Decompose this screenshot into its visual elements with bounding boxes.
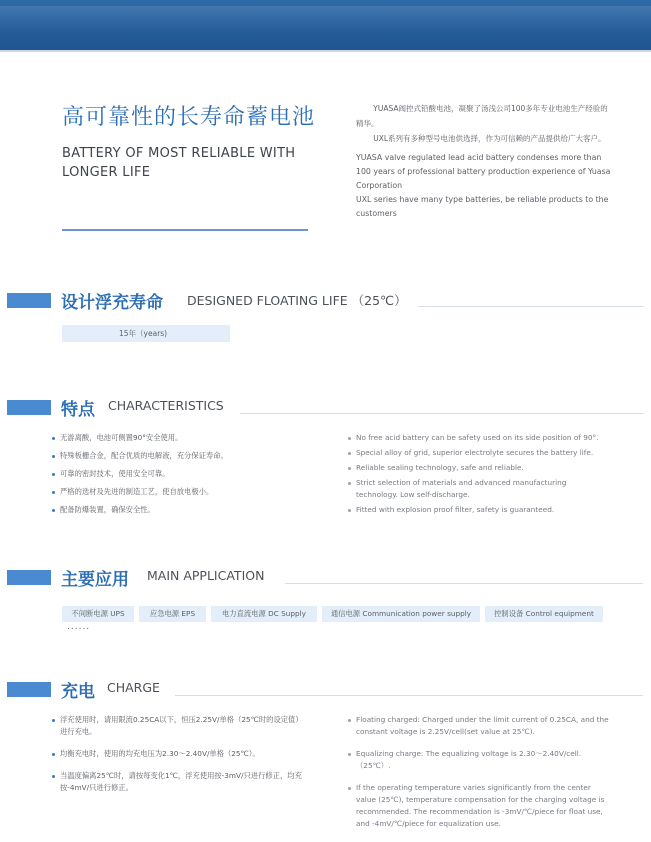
charge-list-en	[348, 714, 610, 840]
characteristic-item-cn: 特殊板栅合金，配合优质的电解液，充分保证寿命。	[52, 450, 322, 462]
section-rule	[418, 306, 643, 307]
section-rule	[175, 695, 643, 696]
section-floating-life	[0, 290, 651, 314]
characteristics-list-en	[348, 432, 610, 519]
characteristic-item-cn: 配备防爆装置，确保安全性。	[52, 504, 322, 516]
floating-life-value: 15年（years)	[62, 325, 230, 342]
section-rule	[240, 413, 643, 414]
application-tag: 通信电源 Communication power supply	[322, 606, 480, 622]
header-band	[0, 0, 651, 50]
application-ellipsis: ......	[67, 622, 91, 632]
section-marker	[7, 293, 51, 308]
section-title-cn: 充电	[61, 682, 95, 702]
hero-title-cn: 高可靠性的长寿命蓄电池	[62, 105, 316, 130]
characteristic-item-en: Fitted with explosion proof filter, safety is guaranteed.	[348, 504, 610, 516]
section-title-en: MAIN APPLICATION	[147, 568, 265, 583]
characteristic-item-cn: 可靠的密封技术，使用安全可靠。	[52, 468, 322, 480]
section-title-en: CHARGE	[107, 680, 160, 695]
section-application	[0, 567, 651, 591]
section-rule	[285, 583, 643, 584]
charge-item-en: Equalizing charge: The equalizing voltage is 2.30～2.40V/cell.（25℃）.	[348, 748, 610, 772]
intro-cn-1: YUASA阀控式铅酸电池，凝聚了汤浅公司100多年专业电池生产经验的精华。	[356, 104, 608, 128]
hero-underline	[62, 229, 308, 231]
section-marker	[7, 400, 51, 415]
application-tag: 不间断电源 UPS	[62, 606, 134, 622]
section-characteristics	[0, 397, 651, 421]
header-divider	[0, 50, 651, 52]
application-tag: 应急电源 EPS	[139, 606, 206, 622]
section-title-cn: 设计浮充寿命	[61, 293, 163, 313]
charge-item-en: Floating charged: Charged under the limit current of 0.25CA, and the constant voltage is 2.25V/cell(set value at 25℃).	[348, 714, 610, 738]
section-title-en: DESIGNED FLOATING LIFE （25℃）	[187, 293, 407, 308]
characteristic-item-en: Special alloy of grid, superior electrolyte secures the battery life.	[348, 447, 610, 459]
application-tag: 电力直流电源 DC Supply	[211, 606, 317, 622]
characteristic-item-cn: 严格的选材及先进的制造工艺，使自放电极小。	[52, 486, 322, 498]
intro-en-1: YUASA valve regulated lead acid battery condenses more than 100 years of professional battery production experience of Yuasa Corporation	[356, 153, 611, 190]
section-marker	[7, 570, 51, 585]
section-marker	[7, 682, 51, 697]
hero-intro	[356, 101, 611, 221]
hero-title-en: BATTERY OF MOST RELIABLE WITH LONGER LIFE	[62, 146, 296, 180]
section-title-cn: 特点	[61, 400, 95, 420]
section-charge	[0, 679, 651, 703]
characteristic-item-en: No free acid battery can be safety used on its side position of 90°.	[348, 432, 610, 444]
section-title-en: CHARACTERISTICS	[108, 398, 224, 413]
intro-cn-2: UXL系列有多种型号电池供选择，作为可信赖的产品提供给广大客户。	[373, 134, 606, 143]
characteristic-item-en: Strict selection of materials and advanced manufacturing technology. Low self-discharge.	[348, 477, 610, 501]
section-title-cn: 主要应用	[61, 570, 129, 590]
charge-item-cn: 均衡充电时，使用的均充电压为2.30～2.40V/单格（25℃）。	[52, 748, 302, 760]
application-tag: 控制设备 Control equipment	[485, 606, 603, 622]
header-band-shine	[0, 6, 651, 32]
charge-item-en: If the operating temperature varies significantly from the center value (25℃), temperature compensation for the charging voltage is recommended. The recommendation is -3mV/℃/piece for float use, and -4mV/℃/piece for equalization use.	[348, 782, 610, 830]
charge-item-cn: 当温度偏离25℃时，请按每变化1℃，浮充使用按-3mV/只进行修正，均充按-4mV/只进行修正。	[52, 770, 302, 794]
characteristics-list-cn	[52, 432, 322, 522]
intro-en-2: UXL series have many type batteries, be reliable products to the customers	[356, 195, 609, 218]
characteristic-item-cn: 无游离酸，电池可侧置90°安全使用。	[52, 432, 322, 444]
characteristic-item-en: Reliable sealing technology, safe and reliable.	[348, 462, 610, 474]
charge-list-cn	[52, 714, 302, 804]
charge-item-cn: 浮充使用时，请用限流0.25CA以下，恒压2.25V/单格（25℃时的设定值）进行充电。	[52, 714, 302, 738]
